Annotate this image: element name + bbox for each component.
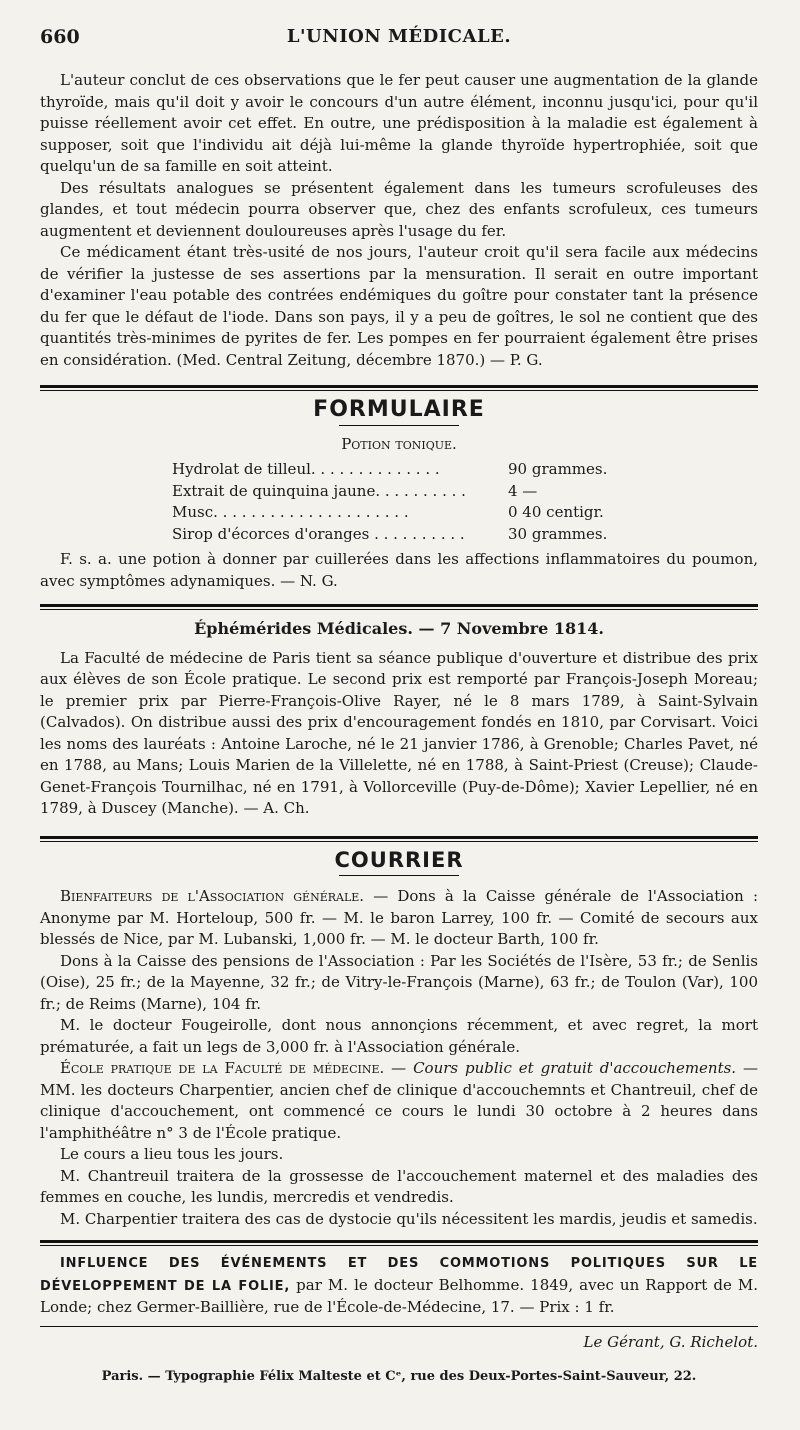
recipe-item-qty: 4 — xyxy=(508,481,538,500)
courrier-title: COURRIER xyxy=(334,847,464,872)
recipe-item-name: Musc. . . . . . . . . . . . . . . . . . . . . xyxy=(172,503,409,521)
recipe-list xyxy=(172,459,607,545)
recipe-item xyxy=(172,481,607,503)
ephemerides-title: Éphémérides Médicales. — 7 Novembre 1814. xyxy=(194,619,604,638)
courrier-text: — MM. les docteurs Charpentier, ancien chef de clinique d'accouchemnts et Chantreuil, chef de clinique d'accouchement, ont commencé ce cours le lundi 30 octobre à 2 heures dans l'amphithéâtre n° 3 de l'École pratique. xyxy=(40,1059,758,1142)
recipe-item-name: Hydrolat de tilleul. . . . . . . . . . . . . . xyxy=(172,460,440,478)
recipe-item-qty: 90 grammes. xyxy=(508,460,608,478)
courrier-paragraph-4 xyxy=(40,1058,758,1144)
intro-paragraph-2: Des résultats analogues se présentent également dans les tumeurs scrofuleuses des glandes, et tout médecin pourra observer que, chez des enfants scrofuleux, ces tumeurs augmentent et deviennent douloureuses après l'usage du fer. xyxy=(40,178,758,240)
section-rule xyxy=(40,604,758,610)
courrier-text: — Dons à la Caisse générale de l'Association : Anonyme par M. Horteloup, 500 fr. — M. le baron Larrey, 100 fr. — Comité de secours aux blessés de Nice, par M. Lubanski, 1,000 fr. — M. le docteur Barth, 100 fr. xyxy=(40,887,758,948)
courrier-paragraph-6: M. Chantreuil traitera de la grossesse de l'accouchement maternel et des maladies des femmes en couche, les lundis, mercredis et vendredis. xyxy=(40,1166,758,1206)
page-footer xyxy=(40,1326,758,1384)
intro-paragraph-1: L'auteur conclut de ces observations que le fer peut causer une augmentation de la glande thyroïde, mais qu'il doit y avoir le concours d'un autre élément, inconnu jusqu'ici, pour qu'il puisse réellement avoir cet effet. En outre, une prédisposition à la maladie est également à supposer, soit que l'individu ait déjà lui-même la glande thyroïde hypertrophiée, soit que quelqu'un de sa famille en soit atteint. xyxy=(40,71,758,175)
courrier-paragraph-2: Dons à la Caisse des pensions de l'Association : Par les Sociétés de l'Isère, 53 fr.; de Senlis (Oise), 25 fr.; de la Mayenne, 32 fr.; de Vitry-le-François (Marne), 63 fr.; de Toulon (Var), 100 fr.; de Reims (Marne), 104 fr. xyxy=(40,951,758,1013)
courrier-paragraph-5: Le cours a lieu tous les jours. xyxy=(60,1145,284,1163)
gerant-signature: Le Gérant, G. Richelot. xyxy=(583,1333,758,1351)
recipe-item xyxy=(172,502,607,524)
recipe-item-name: Extrait de quinquina jaune. . . . . . . . . . xyxy=(172,481,466,500)
recipe-item-qty: 30 grammes. xyxy=(508,524,608,543)
page-number: 660 xyxy=(40,26,80,48)
courrier-lead: Bienfaiteurs de l'Association générale. xyxy=(60,887,365,905)
section-rule xyxy=(40,836,758,842)
courrier-paragraph-1 xyxy=(40,886,758,951)
page-body xyxy=(40,70,758,1319)
printer-imprint: Paris. — Typographie Félix Malteste et Cᵉ, rue des Deux-Portes-Saint-Sauveur, 22. xyxy=(101,1369,697,1384)
influence-notice xyxy=(40,1252,758,1319)
section-rule xyxy=(40,1240,758,1246)
courrier-lead: École pratique de la Faculté de médecine. xyxy=(60,1059,385,1077)
formulaire-subtitle: Potion tonique. xyxy=(341,434,457,453)
recipe-item xyxy=(172,524,607,546)
title-underline xyxy=(339,425,459,426)
recipe-item-qty: 0 40 centigr. xyxy=(508,503,604,521)
courrier-paragraph-3: M. le docteur Fougeirolle, dont nous annonçions récemment, et avec regret, la mort prématurée, a fait un legs de 3,000 fr. à l'Association générale. xyxy=(40,1016,758,1056)
journal-title: L'UNION MÉDICALE. xyxy=(286,26,512,47)
page-header xyxy=(40,26,758,52)
influence-title: INFLUENCE DES ÉVÉNEMENTS ET DES COMMOTIONS POLITIQUES SUR LE DÉVELOPPEMENT DE LA FOLIE, xyxy=(40,1256,758,1294)
formulaire-title: FORMULAIRE xyxy=(313,397,485,422)
intro-paragraph-3: Ce médicament étant très-usité de nos jours, l'auteur croit qu'il sera facile aux médecins de vérifier la justesse de ses assertions par la mensuration. Il serait en outre important d'examiner l'eau potable des contrées endémiques du goître pour constater tant la présence du fer que le défaut de l'iode. Dans son pays, il y a peu de goîtres, le sol ne contient que des quantités très-minimes de pyrites de fer. Les pompes en fer pourraient également être prises en considération. (Med. Central Zeitung, décembre 1870.) — P. G. xyxy=(40,243,758,369)
courrier-italic: — Cours public et gratuit d'accouchements. xyxy=(384,1059,737,1077)
recipe-item-name: Sirop d'écorces d'oranges . . . . . . . . . . xyxy=(172,524,465,543)
footer-rule xyxy=(40,1326,758,1327)
recipe-item xyxy=(172,459,607,481)
section-rule xyxy=(40,385,758,391)
formulaire-instructions: F. s. a. une potion à donner par cuillerées dans les affections inflammatoires du poumon, avec symptômes adynamiques. — N. G. xyxy=(40,550,758,590)
courrier-paragraph-7: M. Charpentier traitera des cas de dystocie qu'ils nécessitent les mardis, jeudis et samedis. xyxy=(60,1209,758,1228)
influence-text: par M. le docteur Belhomme. 1849, avec un Rapport de M. Londe; chez Germer-Baillière, rue de l'École-de-Médecine, 17. — Prix : 1 fr. xyxy=(40,1275,759,1316)
ephemerides-text: La Faculté de médecine de Paris tient sa séance publique d'ouverture et distribue des prix aux élèves de son École pratique. Le second prix est remporté par François-Joseph Moreau; le premier prix par Pierre-François-Olive Rayer, né le 8 mars 1789, à Saint-Sylvain (Calvados). On distribue aussi des prix d'encouragement fondés en 1810, par Corvisart. Voici les noms des lauréats : Antoine Laroche, né le 21 janvier 1786, à Grenoble; Charles Pavet, né en 1788, au Mans; Louis Marien de la Villelette, né en 1788, à Saint-Priest (Creuse); Claude-Genet-François Tournilhac, né en 1791, à Vollorceville (Puy-de-Dôme); Xavier Lepellier, né en 1789, à Duscey (Manche). — A. Ch. xyxy=(40,648,758,817)
title-underline xyxy=(339,875,459,876)
